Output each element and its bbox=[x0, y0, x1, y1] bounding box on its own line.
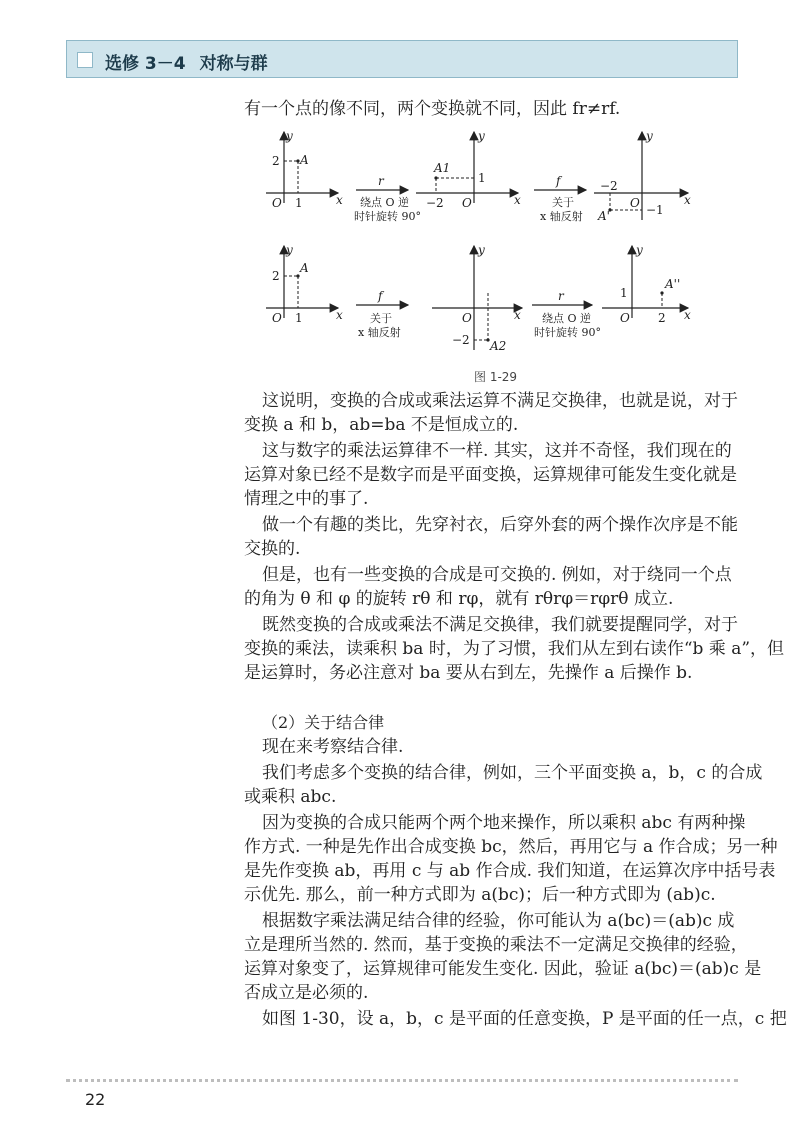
op-symbol-f: f bbox=[378, 289, 383, 303]
point-label-a-double-prime: A'' bbox=[665, 277, 681, 291]
op-label: 时针旋转 90° bbox=[534, 326, 601, 339]
op-label: x 轴反射 bbox=[540, 210, 583, 223]
text-line: 但是，也有一些变换的合成是可交换的. 例如，对于绕同一个点 bbox=[262, 565, 732, 585]
point-label-a: A bbox=[300, 153, 309, 167]
text-line: 变换的乘法，读乘积 ba 时，为了习惯，我们从左到右读作“b 乘 a”，但 bbox=[244, 639, 785, 659]
tick-label: 1 bbox=[295, 196, 303, 210]
text-line: 我们考虑多个变换的结合律，例如，三个平面变换 a，b，c 的合成 bbox=[262, 763, 763, 783]
figure-caption: 图 1-29 bbox=[474, 370, 518, 384]
y-axis-label: y bbox=[636, 243, 643, 257]
header-title bbox=[105, 49, 268, 74]
point-label-a2: A2 bbox=[490, 339, 507, 353]
text-line: 立是理所当然的. 然而，基于变换的乘法不一定满足交换律的经验， bbox=[244, 935, 748, 955]
tick-label: 2 bbox=[658, 311, 666, 325]
text-line: 情理之中的事了. bbox=[244, 489, 369, 509]
text-line: 运算对象已经不是数字而是平面变换，运算规律可能发生变化就是 bbox=[244, 465, 737, 485]
tick-label: −2 bbox=[600, 179, 618, 193]
x-axis-label: x bbox=[684, 193, 691, 207]
tick-label: −2 bbox=[426, 196, 444, 210]
text-line: 有一个点的像不同，两个变换就不同，因此 fr≠rf. bbox=[244, 99, 621, 119]
x-axis-label: x bbox=[336, 308, 343, 322]
header-square-icon bbox=[77, 52, 93, 68]
text-line: 是运算时，务必注意对 ba 要从右到左，先操作 a 后操作 b. bbox=[244, 663, 693, 683]
origin-label: O bbox=[462, 196, 472, 210]
text-line: 这说明，变换的合成或乘法运算不满足交换律，也就是说，对于 bbox=[262, 391, 738, 411]
op-symbol-f: f bbox=[556, 174, 561, 188]
origin-label: O bbox=[630, 196, 640, 210]
text-line: 或乘积 abc. bbox=[244, 787, 337, 807]
tick-label: 1 bbox=[620, 286, 628, 300]
text-line: 示优先. 那么，前一种方式即为 a(bc)；后一种方式即为 (ab)c. bbox=[244, 885, 716, 905]
text-line: 作方式. 一种是先作出合成变换 bc，然后，再用它与 a 作合成；另一种 bbox=[244, 837, 778, 857]
origin-label: O bbox=[272, 196, 282, 210]
op-label: 时针旋转 90° bbox=[354, 210, 421, 223]
y-axis-label: y bbox=[646, 129, 653, 143]
figure-1-29 bbox=[252, 128, 702, 360]
tick-label: 2 bbox=[272, 154, 280, 168]
header-chapter: 选修 3－4 bbox=[105, 54, 186, 74]
text-line: 的角为 θ 和 φ 的旋转 rθ 和 rφ，就有 rθrφ＝rφrθ 成立. bbox=[244, 589, 674, 609]
chapter-header bbox=[66, 40, 738, 78]
text-line: 否成立是必须的. bbox=[244, 983, 369, 1003]
footer-dotted-rule bbox=[66, 1079, 738, 1082]
tick-label: 1 bbox=[478, 171, 486, 185]
point-label-a1: A1 bbox=[434, 161, 451, 175]
y-axis-label: y bbox=[286, 243, 293, 257]
header-topic: 对称与群 bbox=[199, 54, 268, 74]
text-line: 做一个有趣的类比，先穿衬衣，后穿外套的两个操作次序是不能 bbox=[262, 515, 738, 535]
text-line: 既然变换的合成或乘法不满足交换律，我们就要提醒同学，对于 bbox=[262, 615, 738, 635]
text-line: 现在来考察结合律. bbox=[262, 737, 404, 757]
op-symbol-r: r bbox=[378, 174, 384, 188]
y-axis-label: y bbox=[478, 129, 485, 143]
text-line: 交换的. bbox=[244, 539, 301, 559]
point-label-a: A bbox=[300, 261, 309, 275]
tick-label: 2 bbox=[272, 269, 280, 283]
text-line: 根据数字乘法满足结合律的经验，你可能认为 a(bc)＝(ab)c 成 bbox=[262, 911, 735, 931]
x-axis-label: x bbox=[336, 193, 343, 207]
point-label-a-prime: A' bbox=[598, 209, 610, 223]
y-axis-label: y bbox=[478, 243, 485, 257]
origin-label: O bbox=[620, 311, 630, 325]
y-axis-label: y bbox=[286, 129, 293, 143]
x-axis-label: x bbox=[684, 308, 691, 322]
origin-label: O bbox=[462, 311, 472, 325]
origin-label: O bbox=[272, 311, 282, 325]
text-line: 如图 1-30，设 a，b，c 是平面的任意变换，P 是平面的任一点，c 把 bbox=[262, 1009, 787, 1029]
op-label: 绕点 O 逆 bbox=[542, 312, 592, 325]
op-label: 绕点 O 逆 bbox=[360, 196, 410, 209]
text-line: 运算对象变了，运算规律可能发生变化. 因此，验证 a(bc)＝(ab)c 是 bbox=[244, 959, 762, 979]
op-label: 关于 bbox=[552, 196, 574, 209]
tick-label: −2 bbox=[452, 333, 470, 347]
text-line: 因为变换的合成只能两个两个地来操作，所以乘积 abc 有两种操 bbox=[262, 813, 746, 833]
text-line: 是先作变换 ab，再用 c 与 ab 作合成. 我们知道，在运算次序中括号表 bbox=[244, 861, 776, 881]
x-axis-label: x bbox=[514, 193, 521, 207]
op-symbol-r: r bbox=[558, 289, 564, 303]
text-line: 这与数字的乘法运算律不一样. 其实，这并不奇怪，我们现在的 bbox=[262, 441, 732, 461]
tick-label: 1 bbox=[295, 311, 303, 325]
text-line: 变换 a 和 b，ab=ba 不是恒成立的. bbox=[244, 415, 519, 435]
op-label: x 轴反射 bbox=[358, 326, 401, 339]
tick-label: −1 bbox=[646, 203, 664, 217]
page-number: 22 bbox=[85, 1090, 106, 1109]
op-label: 关于 bbox=[370, 312, 392, 325]
section-subheading: （2）关于结合律 bbox=[262, 713, 385, 732]
x-axis-label: x bbox=[514, 308, 521, 322]
